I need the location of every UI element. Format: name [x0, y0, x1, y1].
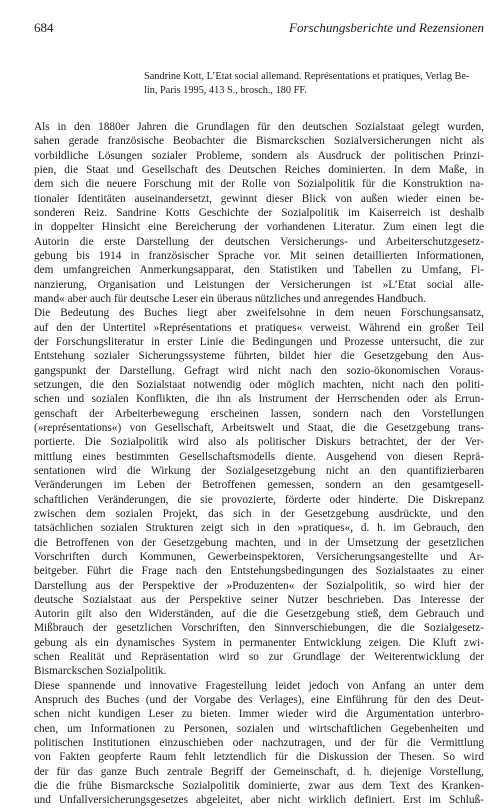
page-header	[34, 20, 484, 38]
text-line: (»représentations«) von Gesellschaft, Arbeitswelt und Staat, die die Gesetzgebung trans-	[34, 421, 484, 434]
text-line: genschaft der Arbeiterbewegung erscheinen lassen, sondern nach den Vorstellungen	[34, 407, 484, 420]
text-line: dem umfangreichen Anmerkungsapparat, den Statistiken und Tabellen zu Umfang, Fi-	[34, 264, 484, 277]
text-line: setzungen, die den Sozialstaat notwendig oder möglich machten, nicht nach den politi-	[34, 378, 484, 391]
page-number: 684	[34, 20, 54, 35]
citation-line: lin, Paris 1995, 413 S., brosch., 180 FF.	[144, 84, 307, 96]
text-line: gebung als ein dynamisches System in permanenter Entwicklung zeigen. Die Kluft zwi-	[34, 636, 484, 649]
text-line: Entstehung sozialer Sicherungssysteme führten, bildet hier die Gesetzgebung den Aus-	[34, 350, 484, 363]
paragraph-1	[34, 120, 484, 306]
text-line: Veränderungen im Leben der Betroffenen gemessen, sondern an den gesamtgesell-	[34, 479, 484, 492]
text-line: Autorin die erste Darstellung der deutschen Versicherungs- und Arbeiterschutzgesetz-	[34, 235, 484, 248]
text-line: schen Realität und Repräsentation wird so zur Grundlage der Weiterentwicklung der	[34, 651, 484, 664]
text-line: Bismarckschen Sozialpolitik.	[34, 665, 167, 678]
text-line: Autorin gilt also den Widerständen, auf die die Gesetzgebung stieß, dem Gebrauch und	[34, 608, 484, 621]
text-line: politischen Institutionen einzuschieben oder nachzutragen, und der für die Vermittlung	[34, 737, 484, 750]
text-line: Diese spannende und innovative Fragestellung leidet jedoch von Anfang an unter dem	[34, 679, 484, 692]
text-line: gangspunkt der Darstellung. Gefragt wird nicht nach den sozio-ökonomischen Voraus-	[34, 364, 484, 377]
text-line: Vorschriften durch Kommunen, Gewerbeinspektoren, Versicherungsangestellte und Ar-	[34, 550, 484, 563]
text-line: gebung bis 1914 in französischer Sprache vor. Mit seinen detaillierten Informationen,	[34, 249, 484, 262]
text-line: sahen gerade französische Beobachter die Bismarckschen Sozialversicherungen nicht als	[34, 135, 484, 148]
citation-line: Sandrine Kott, L’Etat social allemand. Représentations et pratiques, Verlag Be-	[144, 71, 470, 82]
text-line: sonderen Reiz. Sandrine Kotts Geschichte der Sozialpolitik im Kaiserreich ist deshalb	[34, 206, 484, 219]
text-line: Darstellung aus der Perspektive der »Produzenten« der Sozialpolitik, so wird hier der	[34, 579, 484, 592]
text-line: Mißbrauch der gesetzlichen Vorschriften, den Sinnverschiebungen, die die Sozialgesetz-	[34, 622, 484, 635]
text-line: die die frühe Bismarcksche Sozialpolitik dominierte, zwar aus dem Text des Kranken-	[34, 780, 484, 793]
text-line: auf den der Untertitel »Représentations et pratiques« verweist. Während ein großer Teil	[34, 321, 484, 334]
review-body	[34, 120, 484, 808]
text-line: tatsächlichen sozialen Strukturen zeigt sich in den »pratiques«, d. h. im Gebrauch, den	[34, 522, 484, 535]
text-line: zwischen dem sozialen Projekt, das sich in der Gesetzgebung ausdrückte, und den	[34, 507, 484, 520]
text-line: mand« aber auch für deutsche Leser ein überaus nützliches und anregendes Handbuch.	[34, 292, 427, 305]
text-line: pien, die Staat und Gesellschaft des Deutschen Reiches dominierten. In dem Maße, in	[34, 163, 484, 176]
text-line: schen nicht kundigen Leser zu bieten. Immer wieder wird die Argumentation unterbro-	[34, 708, 484, 721]
text-line: der Forschungsliteratur in erster Linie die Bedingungen und Prozesse untersucht, die zur	[34, 335, 484, 348]
text-line: beitgeber. Führt die Frage nach den Entstehungsbedingungen des Sozialstaates zu einer	[34, 565, 484, 578]
book-citation	[144, 70, 484, 97]
text-line: von Fakten geopferte Raum fehlt letztendlich für die Diskussion der Thesen. So wird	[34, 751, 484, 764]
text-line: schaftlichen Veränderungen, die sie provozierte, förderte oder hinderte. Die Diskrepanz	[34, 493, 484, 506]
text-line: nanzierung, Organisation und Leistungen der Versicherungen ist »L’Etat social alle-	[34, 278, 484, 291]
paragraph-2	[34, 306, 484, 679]
text-line: Die Bedeutung des Buches liegt aber zweifelsohne in dem neuen Forschungsansatz,	[34, 307, 484, 320]
text-line: portierte. Die Sozialpolitik wird also als politischer Diskurs betrachtet, der der Ver-	[34, 436, 484, 449]
text-line: der für das ganze Buch zentrale Begriff der Gemeinschaft, d. h. diejenige Vorstellung,	[34, 765, 484, 778]
paragraph-3	[34, 679, 484, 808]
text-line: und Unfallversicherungsgesetzes abgeleitet, aber nicht wirklich definiert. Erst im Schluß-	[34, 794, 484, 807]
text-line: mittlung eines bestimmten Gesellschaftsmodells diente. Ausgehend von diesen Reprä-	[34, 450, 484, 463]
text-line: Anspruch des Buches (und der Vorgabe des Verlages), eine Einführung für den des Deut-	[34, 694, 484, 707]
text-line: dem sich die neuere Forschung mit der Rolle von Sozialpolitik für die Konstruktion na-	[34, 178, 484, 191]
text-line: Als in den 1880er Jahren die Grundlagen für den deutschen Sozialstaat gelegt wurden,	[34, 121, 484, 133]
text-line: vorbildliche Lösungen sozialer Probleme, sondern als Ausdruck der politischen Prinzi-	[34, 149, 484, 162]
text-line: schen und sozialen Konflikten, die ihn als Instrument der Herrschenden oder als Errun-	[34, 393, 484, 406]
text-line: deutsche Sozialstaat aus der Perspektive seiner Nutzer beschrieben. Das Interesse der	[34, 593, 484, 606]
text-line: in doppelter Hinsicht eine Bereicherung der vorhandenen Literatur. Zum einen legt die	[34, 221, 484, 234]
running-head: Forschungsberichte und Rezensionen	[289, 20, 484, 35]
text-line: die Betroffenen von der Gesetzgebung machten, und in der Umsetzung der gesetzlichen	[34, 536, 484, 549]
text-line: sentationen wird die Wirkung der Sozialgesetzgebung nicht an den quantifizierbaren	[34, 464, 484, 477]
text-line: tionaler Identitäten auseinandersetzt, gewinnt dieser Blick von außen wieder einen be-	[34, 192, 484, 205]
text-line: chen, um Informationen zu Personen, sozialen und wirtschaftlichen Gegebenheiten und	[34, 722, 484, 735]
